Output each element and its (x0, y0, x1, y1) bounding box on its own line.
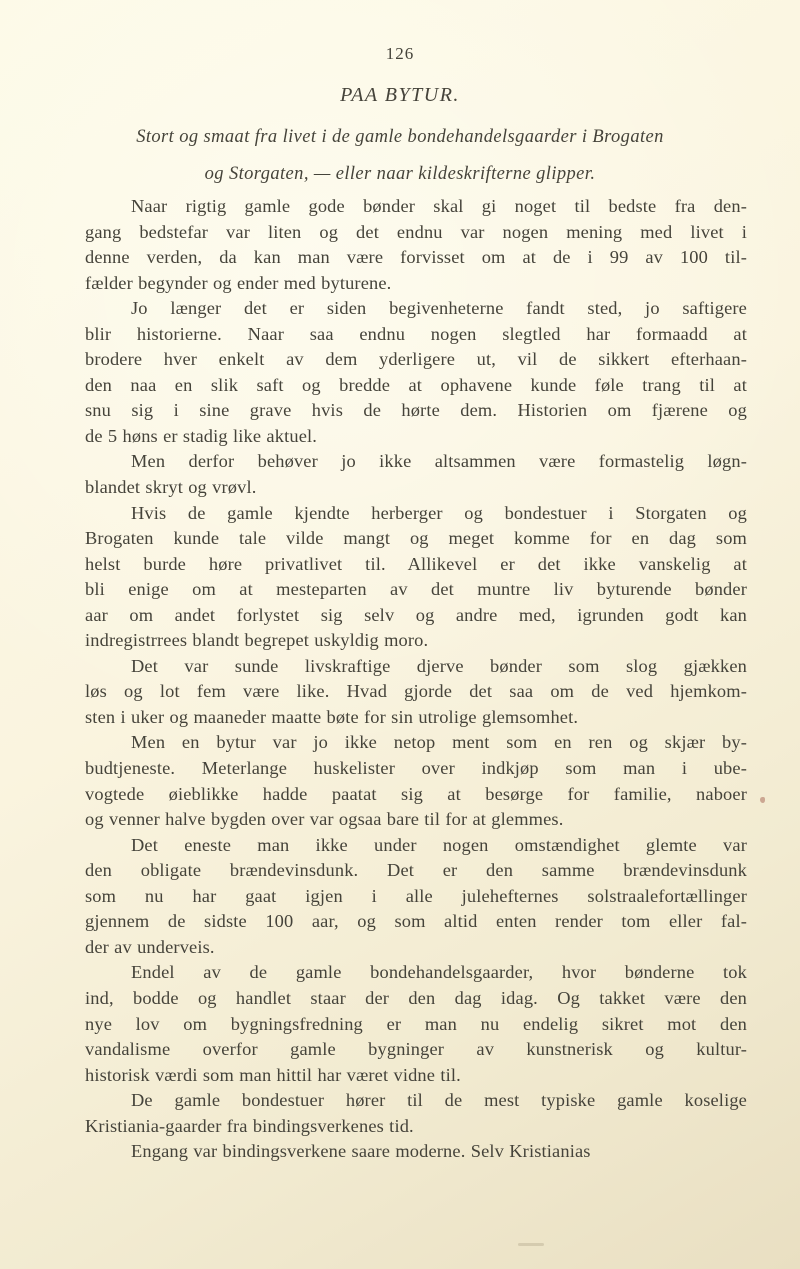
subtitle (40, 119, 760, 192)
text-line: Engang var bindingsverkene saare moderne. Selv Kristianias (131, 1141, 591, 1162)
page-number: 126 (385, 44, 415, 63)
text-line: budtjeneste. Meterlange huskelister over indkjøp som man i ube- (85, 758, 747, 779)
text-line: Endel av de gamle bondehandelsgaarder, hvor bønderne tok (131, 962, 747, 983)
text-line: Brogaten kunde tale vilde mangt og meget komme for en dag som (85, 528, 747, 549)
text-line: snu sig i sine grave hvis de hørte dem. Historien om fjærene og (85, 400, 747, 421)
text-line: Det eneste man ikke under nogen omstændighet glemte var (131, 834, 747, 855)
text-line: som nu har gaat igjen i alle julehefternes solstraalefortællinger (85, 885, 747, 906)
paragraph (85, 296, 747, 449)
text-line: brodere hver enkelt av dem yderligere ut, vil de sikkert efterhaan- (85, 349, 747, 370)
text-line: ind, bodde og handlet staar der den dag idag. Og takket være den (85, 987, 747, 1008)
text-line: gjennem de sidste 100 aar, og som altid enten render tom eller fal- (85, 911, 747, 932)
chapter-title: PAA BYTUR. (340, 84, 460, 106)
text-line: og venner halve bygden over var ogsaa bare til for at glemmes. (85, 809, 564, 830)
paragraph (85, 449, 747, 500)
text-line: vogtede øieblikke hadde paatat sig at besørge for familie, naboer (85, 783, 747, 804)
subtitle-line: og Storgaten, — eller naar kildeskrifterne glipper. (204, 163, 596, 184)
text-line: bli enige om at mesteparten av det muntre liv byturende bønder (85, 579, 747, 600)
paragraph (85, 194, 747, 296)
text-line: Jo længer det er siden begivenheterne fandt sted, jo saftigere (131, 298, 747, 319)
text-line: sten i uker og maaneder maatte bøte for sin utrolige glemsomhet. (85, 706, 579, 727)
text-line: Hvis de gamle kjendte herberger og bondestuer i Storgaten og (131, 502, 747, 523)
text-line: Naar rigtig gamle gode bønder skal gi noget til bedste fra den- (131, 196, 747, 216)
text-line: De gamle bondestuer hører til de mest typiske gamle koselige (131, 1090, 747, 1111)
text-line: historisk værdi som man hittil har været vidne til. (85, 1064, 461, 1085)
paragraph (85, 833, 747, 961)
text-line: gang bedstefar var liten og det endnu var nogen mening med livet i (85, 221, 747, 242)
text-line: løs og lot fem være like. Hvad gjorde det saa om de ved hjemkom- (85, 681, 747, 702)
text-line: den naa en slik saft og bredde at ophavene kunde føle trang til at (85, 374, 747, 395)
text-line: Men derfor behøver jo ikke altsammen være formastelig løgn- (131, 451, 747, 472)
text-line: denne verden, da kan man være forvisset om at de i 99 av 100 til- (85, 247, 747, 268)
text-line: der av underveis. (85, 936, 215, 957)
body-text (85, 194, 747, 1165)
text-line: Det var sunde livskraftige djerve bønder som slog gjækken (131, 655, 747, 676)
text-line: nye lov om bygningsfredning er man nu endelig sikret mot den (85, 1013, 747, 1034)
paragraph (85, 654, 747, 731)
paragraph (85, 501, 747, 654)
text-line: indregistrrees blandt begrepet uskyldig moro. (85, 630, 429, 651)
scan-artifact-speck (760, 797, 765, 803)
text-line: de 5 høns er stadig like aktuel. (85, 425, 318, 446)
text-line: helst burde høre privatlivet til. Allikevel er det ikke vanskelig at (85, 553, 747, 574)
text-line: fælder begynder og ender med byturene. (85, 272, 392, 293)
scan-artifact-mark (518, 1243, 544, 1246)
text-line: aar om andet forlystet sig selv og andre med, igrunden godt kan (85, 604, 747, 625)
paragraph (85, 730, 747, 832)
paragraph (85, 1139, 747, 1165)
text-line: Kristiania-gaarder fra bindingsverkenes tid. (85, 1115, 414, 1136)
text-line: vandalisme overfor gamle bygninger av kunstnerisk og kultur- (85, 1039, 747, 1060)
text-line: den obligate brændevinsdunk. Det er den samme brændevinsdunk (85, 860, 747, 881)
text-line: blir historierne. Naar saa endnu nogen slegtled har formaadd at (85, 323, 747, 344)
text-line: blandet skryt og vrøvl. (85, 477, 257, 498)
subtitle-line: Stort og smaat fra livet i de gamle bondehandelsgaarder i Brogaten (136, 127, 664, 147)
paragraph (85, 1088, 747, 1139)
paragraph (85, 960, 747, 1088)
text-line: Men en bytur var jo ikke netop ment som en ren og skjær by- (131, 732, 747, 753)
